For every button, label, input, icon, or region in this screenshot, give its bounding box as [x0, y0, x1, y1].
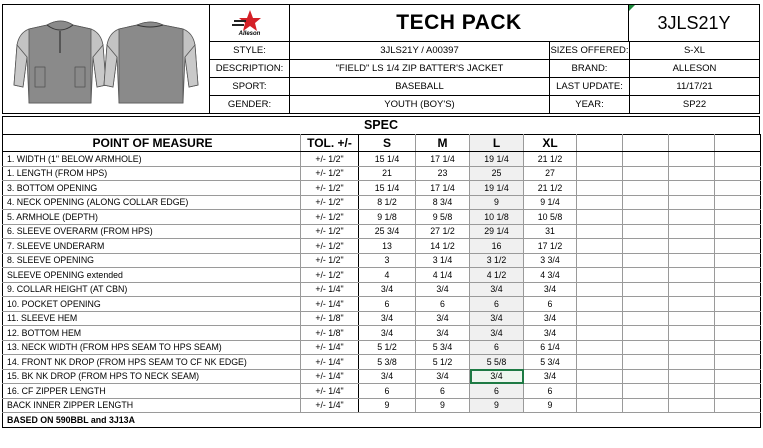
- info-value[interactable]: BASEBALL: [290, 78, 550, 95]
- info-row-description: [210, 60, 759, 78]
- empty-cell[interactable]: [623, 253, 669, 268]
- empty-cell[interactable]: [669, 398, 715, 413]
- size-value-cell[interactable]: 6: [470, 297, 524, 312]
- brand-logo-text: Alleson: [238, 31, 261, 37]
- size-value-cell[interactable]: 5 3/4: [416, 340, 470, 355]
- tol-cell[interactable]: +/- 1/2": [301, 181, 359, 196]
- size-value-cell[interactable]: 21 1/2: [524, 181, 577, 196]
- size-value-cell[interactable]: 6 1/4: [524, 340, 577, 355]
- empty-cell[interactable]: [669, 311, 715, 326]
- info-label: LAST UPDATE:: [550, 78, 630, 95]
- empty-cell[interactable]: [623, 384, 669, 399]
- column-header-size: L: [470, 135, 524, 152]
- pom-cell[interactable]: 1. WIDTH (1" BELOW ARMHOLE): [3, 152, 301, 167]
- size-value-cell[interactable]: 3/4: [524, 326, 577, 341]
- size-value-cell[interactable]: 23: [416, 166, 470, 181]
- empty-cell[interactable]: [669, 355, 715, 370]
- table-row: [3, 398, 761, 413]
- size-value-cell[interactable]: 9: [470, 398, 524, 413]
- empty-cell[interactable]: [715, 398, 761, 413]
- empty-cell[interactable]: [669, 268, 715, 283]
- empty-cell[interactable]: [715, 239, 761, 254]
- size-value-cell[interactable]: 4 1/2: [470, 268, 524, 283]
- table-row: [3, 369, 761, 384]
- size-value-cell[interactable]: 6: [470, 340, 524, 355]
- garment-image-cell: [3, 5, 210, 113]
- column-header-tol: TOL. +/-: [301, 135, 359, 152]
- size-value-cell[interactable]: 9: [416, 398, 470, 413]
- empty-cell[interactable]: [669, 326, 715, 341]
- size-value-cell[interactable]: 6: [359, 384, 416, 399]
- empty-cell[interactable]: [577, 195, 623, 210]
- empty-cell[interactable]: [669, 384, 715, 399]
- size-value-cell[interactable]: 5 5/8: [470, 355, 524, 370]
- empty-cell[interactable]: [623, 210, 669, 225]
- info-value[interactable]: S-XL: [683, 45, 706, 56]
- size-value-cell[interactable]: 27: [524, 166, 577, 181]
- empty-cell[interactable]: [577, 398, 623, 413]
- tol-cell[interactable]: +/- 1/4": [301, 282, 359, 297]
- header-block: [2, 4, 760, 114]
- info-value[interactable]: 11/17/21: [676, 81, 713, 92]
- size-value-cell[interactable]: 15 1/4: [359, 181, 416, 196]
- empty-cell[interactable]: [715, 166, 761, 181]
- jacket-back-icon: [104, 22, 198, 103]
- empty-cell[interactable]: [669, 224, 715, 239]
- size-value-cell[interactable]: 6: [416, 384, 470, 399]
- size-value-cell[interactable]: 3/4: [416, 326, 470, 341]
- spec-table: [2, 134, 761, 428]
- table-row: [3, 210, 761, 225]
- size-value-cell[interactable]: 3 1/4: [416, 253, 470, 268]
- pom-cell[interactable]: BACK INNER ZIPPER LENGTH: [3, 398, 301, 413]
- size-value-cell[interactable]: 13: [359, 239, 416, 254]
- empty-cell[interactable]: [669, 166, 715, 181]
- empty-cell[interactable]: [577, 355, 623, 370]
- table-row: [3, 224, 761, 239]
- empty-cell[interactable]: [623, 369, 669, 384]
- empty-cell[interactable]: [715, 253, 761, 268]
- empty-cell[interactable]: [715, 369, 761, 384]
- empty-cell[interactable]: [669, 282, 715, 297]
- empty-cell[interactable]: [715, 282, 761, 297]
- info-label: DESCRIPTION:: [210, 60, 290, 77]
- pom-cell[interactable]: 16. CF ZIPPER LENGTH: [3, 384, 301, 399]
- column-header-size: XL: [524, 135, 577, 152]
- size-value-cell[interactable]: 3: [359, 253, 416, 268]
- spec-footer-row: [3, 413, 761, 428]
- info-value[interactable]: ALLESON: [672, 63, 717, 74]
- info-value[interactable]: SP22: [682, 99, 707, 110]
- empty-cell[interactable]: [669, 340, 715, 355]
- empty-cell[interactable]: [669, 253, 715, 268]
- pom-cell[interactable]: 9. COLLAR HEIGHT (AT CBN): [3, 282, 301, 297]
- size-value-cell[interactable]: 6: [524, 384, 577, 399]
- tol-cell[interactable]: +/- 1/4": [301, 355, 359, 370]
- pom-cell[interactable]: 14. FRONT NK DROP (FROM HPS SEAM TO CF NK EDGE): [3, 355, 301, 370]
- size-value-cell[interactable]: 21 1/2: [524, 152, 577, 167]
- tol-cell[interactable]: +/- 1/2": [301, 239, 359, 254]
- size-value-cell[interactable]: 5 1/2: [359, 340, 416, 355]
- empty-cell[interactable]: [715, 268, 761, 283]
- size-value-cell[interactable]: 6: [359, 297, 416, 312]
- spec-header-row: [3, 135, 761, 152]
- empty-cell[interactable]: [577, 297, 623, 312]
- table-row: [3, 340, 761, 355]
- empty-cell[interactable]: [577, 210, 623, 225]
- tol-cell[interactable]: +/- 1/4": [301, 398, 359, 413]
- size-value-cell[interactable]: 8 3/4: [416, 195, 470, 210]
- garment-sketches: [3, 5, 208, 111]
- tol-cell[interactable]: +/- 1/2": [301, 166, 359, 181]
- table-row: [3, 181, 761, 196]
- cell-comment-marker-icon: [629, 5, 635, 11]
- empty-cell[interactable]: [669, 152, 715, 167]
- jacket-front-icon: [14, 21, 106, 103]
- empty-cell[interactable]: [577, 282, 623, 297]
- empty-cell[interactable]: [623, 326, 669, 341]
- size-value-cell[interactable]: 10 5/8: [524, 210, 577, 225]
- tol-cell[interactable]: +/- 1/2": [301, 224, 359, 239]
- size-value-cell[interactable]: 3/4: [470, 326, 524, 341]
- empty-cell[interactable]: [623, 166, 669, 181]
- size-value-cell[interactable]: 3/4: [470, 282, 524, 297]
- empty-cell[interactable]: [623, 355, 669, 370]
- empty-cell[interactable]: [577, 340, 623, 355]
- empty-cell[interactable]: [623, 268, 669, 283]
- table-row: [3, 239, 761, 254]
- size-value-cell[interactable]: 27 1/2: [416, 224, 470, 239]
- empty-cell[interactable]: [623, 181, 669, 196]
- empty-cell[interactable]: [715, 135, 761, 152]
- size-value-cell[interactable]: 15 1/4: [359, 152, 416, 167]
- empty-cell[interactable]: [669, 195, 715, 210]
- size-value-cell[interactable]: 19 1/4: [470, 181, 524, 196]
- table-row: [3, 297, 761, 312]
- empty-cell[interactable]: [623, 224, 669, 239]
- spec-title: SPEC: [2, 116, 760, 134]
- empty-cell[interactable]: [623, 340, 669, 355]
- pom-cell[interactable]: SLEEVE OPENING extended: [3, 268, 301, 283]
- tol-cell[interactable]: +/- 1/2": [301, 152, 359, 167]
- size-value-cell[interactable]: 29 1/4: [470, 224, 524, 239]
- empty-cell[interactable]: [577, 311, 623, 326]
- empty-cell[interactable]: [577, 369, 623, 384]
- size-value-cell[interactable]: 4: [359, 268, 416, 283]
- pom-cell[interactable]: 5. ARMHOLE (DEPTH): [3, 210, 301, 225]
- tol-cell[interactable]: +/- 1/2": [301, 268, 359, 283]
- size-value-cell[interactable]: 14 1/2: [416, 239, 470, 254]
- size-value-cell[interactable]: 25 3/4: [359, 224, 416, 239]
- empty-cell[interactable]: [623, 282, 669, 297]
- size-value-cell[interactable]: 3/4: [416, 282, 470, 297]
- footer-note[interactable]: BASED ON 590BBL and 3J13A: [3, 413, 761, 428]
- size-value-cell[interactable]: 3/4: [524, 369, 577, 384]
- table-row: [3, 253, 761, 268]
- pom-cell[interactable]: 4. NECK OPENING (ALONG COLLAR EDGE): [3, 195, 301, 210]
- empty-cell[interactable]: [577, 268, 623, 283]
- table-row: [3, 326, 761, 341]
- size-value-cell[interactable]: 6: [416, 297, 470, 312]
- tol-cell[interactable]: +/- 1/4": [301, 297, 359, 312]
- size-value-cell[interactable]: 3/4: [470, 369, 524, 384]
- table-row: [3, 152, 761, 167]
- empty-cell[interactable]: [669, 369, 715, 384]
- size-value-cell[interactable]: 3 3/4: [524, 253, 577, 268]
- empty-cell[interactable]: [577, 166, 623, 181]
- style-number-cell[interactable]: [629, 5, 759, 42]
- empty-cell[interactable]: [669, 181, 715, 196]
- empty-cell[interactable]: [623, 297, 669, 312]
- pom-cell[interactable]: 3. BOTTOM OPENING: [3, 181, 301, 196]
- size-value-cell[interactable]: 16: [470, 239, 524, 254]
- info-row-sport: [210, 78, 759, 96]
- tol-cell[interactable]: +/- 1/2": [301, 253, 359, 268]
- size-value-cell[interactable]: 9 5/8: [416, 210, 470, 225]
- info-label: YEAR:: [550, 96, 630, 113]
- table-row: [3, 384, 761, 399]
- size-value-cell[interactable]: 9: [524, 398, 577, 413]
- size-value-cell[interactable]: 19 1/4: [470, 152, 524, 167]
- info-label: STYLE:: [210, 42, 290, 59]
- size-value-cell[interactable]: 3/4: [524, 282, 577, 297]
- info-label: SPORT:: [210, 78, 290, 95]
- empty-cell[interactable]: [623, 135, 669, 152]
- table-row: [3, 282, 761, 297]
- empty-cell[interactable]: [715, 195, 761, 210]
- size-value-cell[interactable]: 3 1/2: [470, 253, 524, 268]
- empty-cell[interactable]: [623, 195, 669, 210]
- tol-cell[interactable]: +/- 1/4": [301, 369, 359, 384]
- empty-cell[interactable]: [669, 135, 715, 152]
- empty-cell[interactable]: [715, 224, 761, 239]
- size-value-cell[interactable]: 3/4: [359, 326, 416, 341]
- info-value[interactable]: "FIELD" LS 1/4 ZIP BATTER'S JACKET: [290, 60, 550, 77]
- page-title: TECH PACK: [290, 5, 629, 42]
- tol-cell[interactable]: +/- 1/2": [301, 195, 359, 210]
- pom-cell[interactable]: 10. POCKET OPENING: [3, 297, 301, 312]
- pom-cell[interactable]: 12. BOTTOM HEM: [3, 326, 301, 341]
- table-row: [3, 166, 761, 181]
- table-row: [3, 195, 761, 210]
- column-header-pom: POINT OF MEASURE: [3, 135, 301, 152]
- pom-cell[interactable]: 8. SLEEVE OPENING: [3, 253, 301, 268]
- tol-cell[interactable]: +/- 1/4": [301, 340, 359, 355]
- size-value-cell[interactable]: 3/4: [524, 311, 577, 326]
- size-value-cell[interactable]: 3/4: [470, 311, 524, 326]
- empty-cell[interactable]: [623, 152, 669, 167]
- size-value-cell[interactable]: 17 1/2: [524, 239, 577, 254]
- empty-cell[interactable]: [623, 311, 669, 326]
- empty-cell[interactable]: [577, 181, 623, 196]
- info-label: BRAND:: [550, 60, 630, 77]
- info-row-style: [210, 42, 759, 60]
- size-value-cell[interactable]: 3/4: [416, 311, 470, 326]
- empty-cell[interactable]: [669, 297, 715, 312]
- empty-cell[interactable]: [715, 181, 761, 196]
- tol-cell[interactable]: +/- 1/2": [301, 210, 359, 225]
- empty-cell[interactable]: [623, 239, 669, 254]
- empty-cell[interactable]: [577, 152, 623, 167]
- size-value-cell[interactable]: 25: [470, 166, 524, 181]
- empty-cell[interactable]: [715, 384, 761, 399]
- size-value-cell[interactable]: 9: [470, 195, 524, 210]
- column-header-size: S: [359, 135, 416, 152]
- empty-cell[interactable]: [715, 152, 761, 167]
- pom-cell[interactable]: 6. SLEEVE OVERARM (FROM HPS): [3, 224, 301, 239]
- size-value-cell[interactable]: 10 1/8: [470, 210, 524, 225]
- size-value-cell[interactable]: 9: [359, 398, 416, 413]
- table-row: [3, 268, 761, 283]
- info-label: SIZES OFFERED:: [550, 42, 630, 59]
- info-value[interactable]: YOUTH (BOY'S): [290, 96, 550, 113]
- size-value-cell[interactable]: 9 1/4: [524, 195, 577, 210]
- empty-cell[interactable]: [669, 239, 715, 254]
- tol-cell[interactable]: +/- 1/8": [301, 311, 359, 326]
- size-value-cell[interactable]: 9 1/8: [359, 210, 416, 225]
- size-value-cell[interactable]: 21: [359, 166, 416, 181]
- tol-cell[interactable]: +/- 1/4": [301, 384, 359, 399]
- empty-cell[interactable]: [577, 135, 623, 152]
- size-value-cell[interactable]: 3/4: [416, 369, 470, 384]
- info-label: GENDER:: [210, 96, 290, 113]
- style-number: 3JLS21Y: [657, 12, 731, 33]
- pom-cell[interactable]: 1. LENGTH (FROM HPS): [3, 166, 301, 181]
- size-value-cell[interactable]: 3/4: [359, 369, 416, 384]
- info-value[interactable]: 3JLS21Y / A00397: [290, 42, 550, 59]
- size-value-cell[interactable]: 6: [470, 384, 524, 399]
- empty-cell[interactable]: [577, 224, 623, 239]
- empty-cell[interactable]: [715, 355, 761, 370]
- tol-cell[interactable]: +/- 1/8": [301, 326, 359, 341]
- empty-cell[interactable]: [715, 340, 761, 355]
- empty-cell[interactable]: [577, 253, 623, 268]
- size-value-cell[interactable]: 17 1/4: [416, 181, 470, 196]
- size-value-cell[interactable]: 5 1/2: [416, 355, 470, 370]
- brand-logo-cell: [210, 5, 290, 42]
- table-row: [3, 311, 761, 326]
- table-row: [3, 355, 761, 370]
- size-value-cell[interactable]: 8 1/2: [359, 195, 416, 210]
- empty-cell[interactable]: [715, 210, 761, 225]
- size-value-cell[interactable]: 5 3/8: [359, 355, 416, 370]
- empty-cell[interactable]: [577, 326, 623, 341]
- size-value-cell[interactable]: 4 3/4: [524, 268, 577, 283]
- pom-cell[interactable]: 11. SLEEVE HEM: [3, 311, 301, 326]
- size-value-cell[interactable]: 6: [524, 297, 577, 312]
- size-value-cell[interactable]: 3/4: [359, 311, 416, 326]
- pom-cell[interactable]: 15. BK NK DROP (FROM HPS TO NECK SEAM): [3, 369, 301, 384]
- empty-cell[interactable]: [669, 210, 715, 225]
- empty-cell[interactable]: [577, 384, 623, 399]
- size-value-cell[interactable]: 3/4: [359, 282, 416, 297]
- column-header-size: M: [416, 135, 470, 152]
- empty-cell[interactable]: [577, 239, 623, 254]
- pom-cell[interactable]: 7. SLEEVE UNDERARM: [3, 239, 301, 254]
- pom-cell[interactable]: 13. NECK WIDTH (FROM HPS SEAM TO HPS SEAM): [3, 340, 301, 355]
- empty-cell[interactable]: [623, 398, 669, 413]
- empty-cell[interactable]: [715, 297, 761, 312]
- size-value-cell[interactable]: 5 3/4: [524, 355, 577, 370]
- empty-cell[interactable]: [715, 311, 761, 326]
- size-value-cell[interactable]: 4 1/4: [416, 268, 470, 283]
- size-value-cell[interactable]: 31: [524, 224, 577, 239]
- empty-cell[interactable]: [715, 326, 761, 341]
- info-row-gender: [210, 96, 759, 114]
- size-value-cell[interactable]: 17 1/4: [416, 152, 470, 167]
